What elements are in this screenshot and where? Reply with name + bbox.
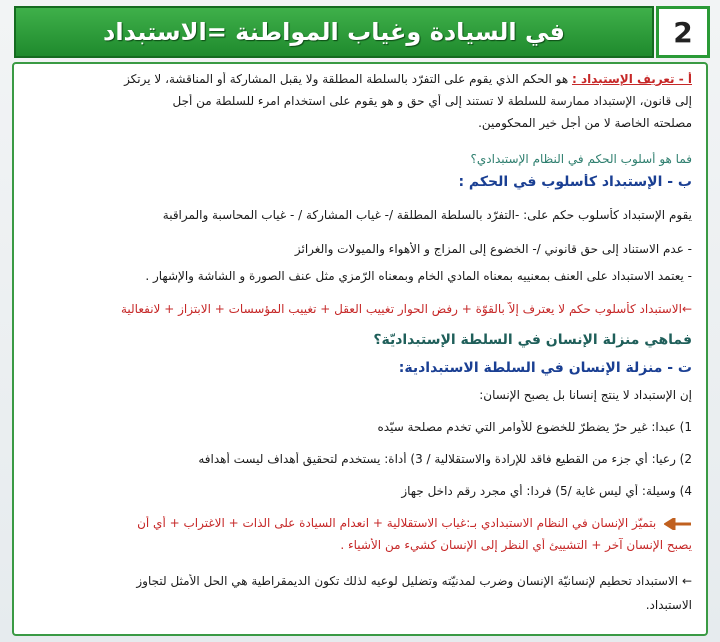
section-number: 2 (656, 6, 710, 58)
summary-text-1: بتميّز الإنسان في النظام الاستبدادي بـ:غياب الاستقلالية + انعدام السيادة على الذات + الاغتراب + أي أن (137, 516, 657, 530)
section-c-summary-1 (24, 516, 692, 530)
definition-line-1 (24, 72, 692, 86)
final-line-1: ← الاستبداد تحطيم لإنسانيّة الإنسان وضرب لمدنيّته وتضليل لوعيه لذلك تكون الديمقراطية هي الحل الأمثل لتجاوز (136, 574, 692, 588)
question-2: فماهي منزلة الإنسان في السلطة الإستبداديّة؟ (373, 332, 692, 348)
section-b-line-1: يقوم الإستبداد كأسلوب حكم على: -التفرّد بالسلطة المطلقة /- غياب المشاركة / - غياب المحاسبة والمراقبة (162, 208, 692, 222)
section-c-item-1: 1) عبدا: غير حرّ يضطرّ للخضوع للأوامر التي تخدم مصلحة سيّده (377, 420, 692, 434)
section-c-summary-2: يصبح الإنسان آخر + التشييئ أي النظر إلى الإنسان كشيء من الأشياء . (340, 538, 692, 552)
definition-line-3: مصلحته الخاصة لا من أجل خير المحكومين. (478, 116, 692, 130)
header (14, 6, 710, 58)
section-c-intro: إن الإستبداد لا ينتج إنسانا بل يصبح الإنسان: (479, 388, 692, 402)
section-b-conclusion: ←الاستبداد كأسلوب حكم لا يعترف إلاّ بالقوّة + رفض الحوار تغييب العقل + تغييب المؤسسات + الابتزاز + لانفعالية (120, 302, 692, 316)
section-c-heading: ت - منزلة الإنسان في السلطة الاستبدادية: (398, 360, 692, 376)
question-1: فما هو أسلوب الحكم في النظام الإستبدادي؟ (470, 152, 692, 166)
section-b-line-2: - عدم الاستناد إلى حق قانوني /- الخضوع إلى المزاج و الأهواء والميولات والغرائز (294, 242, 692, 256)
arrow-left-icon (664, 518, 692, 530)
section-c-item-2: 2) رعيا: أي جزء من القطيع فاقد للإرادة والاستقلالية / 3) أداة: يستخدم لتحقيق أهداف ليست أهدافه (198, 452, 692, 466)
title-banner (14, 6, 654, 58)
section-b-heading: ب - الإستبداد كأسلوب في الحكم : (458, 174, 692, 190)
final-line-2: الاستبداد. (645, 598, 692, 612)
content-box (12, 62, 708, 636)
section-b-line-3: - يعتمد الاستبداد على العنف بمعنييه بمعناه المادي الخام وبمعناه الرّمزي مثل عنف الصورة و الشاشة والإشهار . (145, 269, 692, 283)
page-title: في السيادة وغياب المواطنة =الاستبداد (103, 18, 565, 46)
section-c-item-3: 4) وسيلة: أي ليس غاية /5) فردا: أي مجرد رقم داخل جهاز (401, 484, 692, 498)
definition-line-2: إلى قانون، الإستبداد ممارسة للسلطة لا تستند إلى أي حق و هو يقوم على استخدام امرء للسلطة من أجل (172, 94, 692, 108)
definition-text-1: هو الحكم الذي يقوم على التفرّد بالسلطة المطلقة ولا يقبل المشاركة أو المناقشة، لا يرتكز (124, 72, 569, 86)
definition-label: أ - تعريف الإستبداد : (572, 72, 692, 86)
